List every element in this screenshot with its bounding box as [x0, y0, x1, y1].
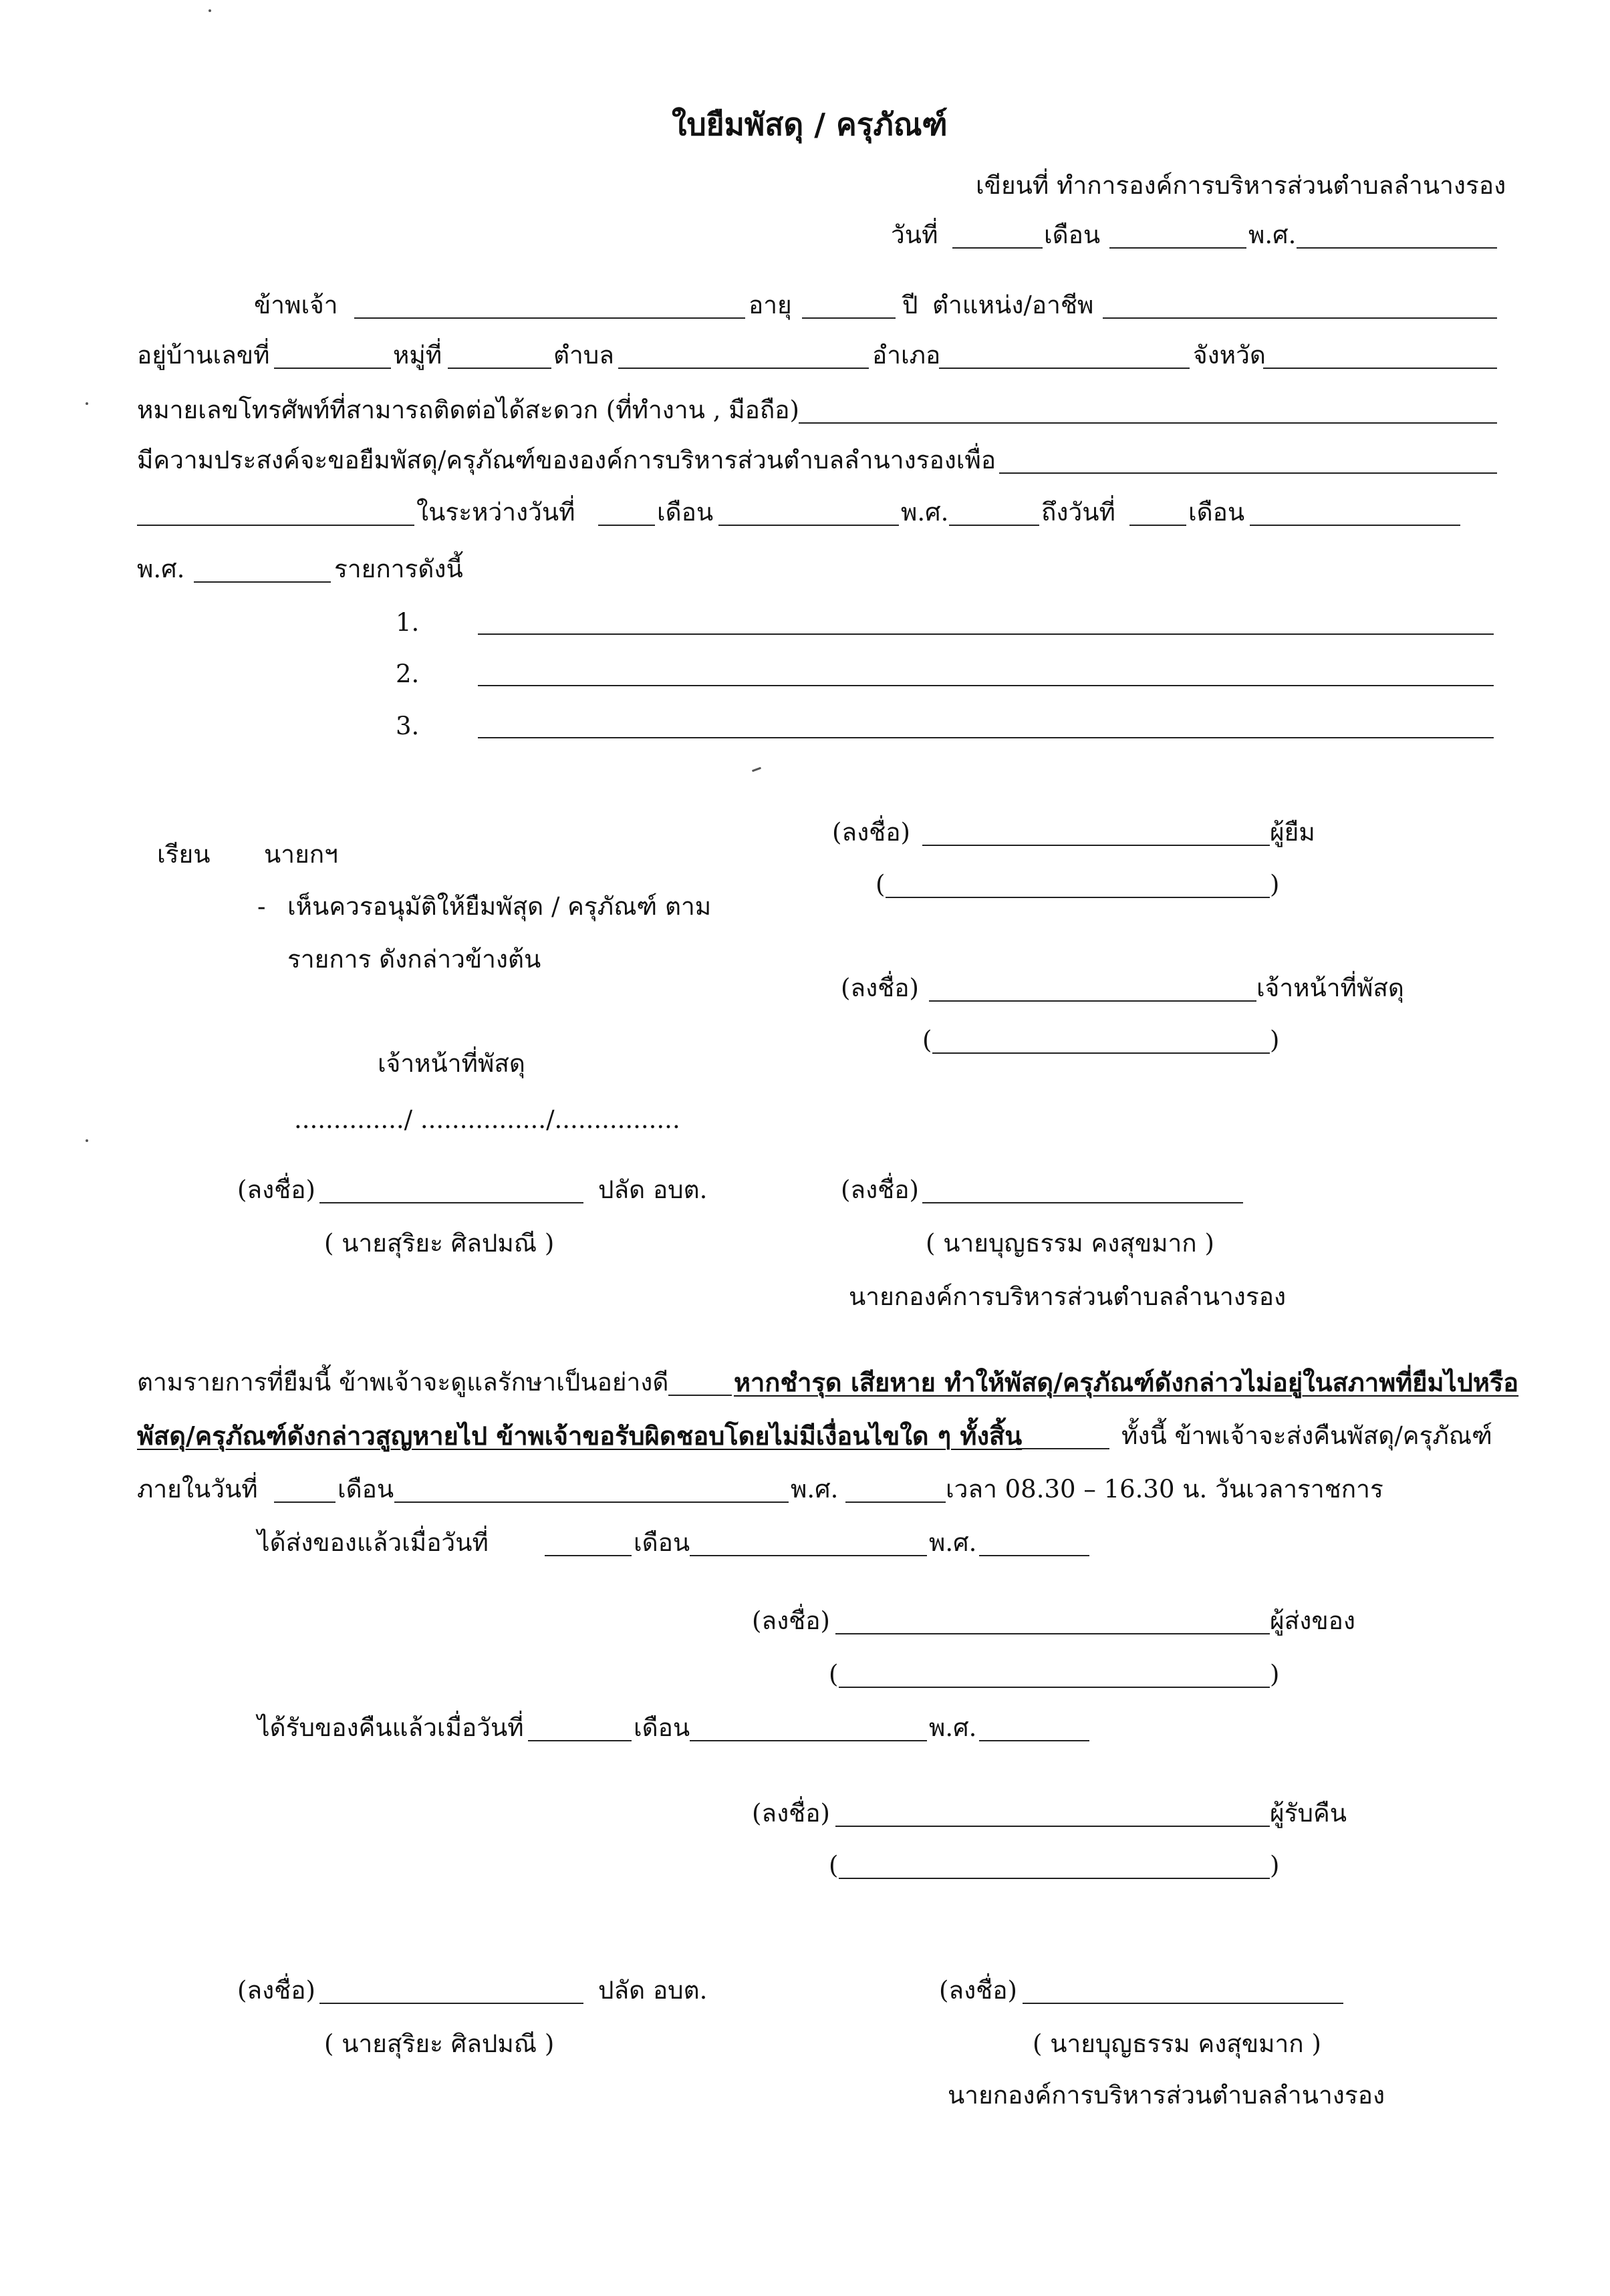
sign-label: (ลงชื่อ)	[841, 1175, 919, 1204]
return-time: เวลา 08.30 – 16.30 น. วันเวลาราชการ	[946, 1475, 1383, 1503]
terms-underline-gap	[668, 1395, 732, 1396]
delivered-label: ได้ส่งของแล้วเมื่อวันที่	[257, 1528, 489, 1557]
written-at: เขียนที่ ทำการองค์การบริหารส่วนตำบลลำนางรอง	[976, 171, 1506, 200]
sender-name-line[interactable]	[839, 1687, 1270, 1688]
mayor-label: นายกฯ	[264, 840, 338, 869]
item-number: 3.	[396, 712, 420, 740]
paren-close: )	[1270, 1851, 1280, 1880]
date-month-label: เดือน	[1044, 221, 1101, 249]
terms-bold-line-2: พัสดุ/ครุภัณฑ์ดังกล่าวสูญหายไป ข้าพเจ้าขอรับผิดชอบโดยไม่มีเงื่อนไขใด ๆ ทั้งสิ้น	[137, 1421, 1023, 1451]
sign-label: (ลงชื่อ)	[939, 1976, 1017, 2005]
receiver-signature-line[interactable]	[835, 1826, 1270, 1827]
officer-date: ............../ ................/................	[294, 1105, 680, 1134]
received-year-label: พ.ศ.	[929, 1713, 977, 1742]
years-label: ปี	[902, 291, 918, 319]
terms-bold-line-1: หากชำรุด เสียหาย ทำให้พัสดุ/ครุภัณฑ์ดังกล่าวไม่อยู่ในสภาพที่ยืมไปหรือ	[734, 1367, 1519, 1397]
items-follow-label: รายการดังนี้	[334, 555, 463, 583]
deputy-name: ( นายสุริยะ ศิลปมณี )	[324, 2029, 555, 2058]
terms-suffix: ทั้งนี้ ข้าพเจ้าจะส่งคืนพัสดุ/ครุภัณฑ์	[1121, 1421, 1492, 1450]
paren-open: (	[829, 1851, 839, 1880]
mayor-signature-line-2[interactable]	[1023, 2003, 1343, 2004]
start-year-line[interactable]	[949, 525, 1039, 526]
opinion-line-1: เห็นควรอนุมัติให้ยืมพัสุด / ครุภัณฑ์ ตาม	[287, 892, 712, 921]
date-day-line[interactable]	[952, 247, 1043, 249]
paren-close: )	[1270, 870, 1280, 899]
position-label: ตำแหน่ง/อาชีพ	[932, 291, 1094, 319]
phone-line[interactable]	[799, 422, 1497, 424]
start-month-label: เดือน	[657, 498, 714, 527]
scan-speck	[752, 767, 761, 772]
amphoe-line[interactable]	[939, 368, 1190, 369]
mayor-role: นายกองค์การบริหารส่วนตำบลลำนางรอง	[849, 1282, 1287, 1311]
end-year-label: พ.ศ.	[137, 555, 185, 583]
borrower-signature-line[interactable]	[922, 845, 1270, 846]
page-title: ใบยืมพัสดุ / ครุภัณฑ์	[672, 106, 948, 142]
item-number: 2.	[396, 660, 420, 688]
province-line[interactable]	[1263, 368, 1497, 369]
borrower-name-line[interactable]	[886, 897, 1270, 898]
deputy-signature-line-2[interactable]	[319, 2003, 583, 2004]
return-year-label: พ.ศ.	[791, 1475, 839, 1503]
between-date-label: ในระหว่างวันที่	[416, 498, 575, 527]
opinion-line-2: รายการ ดังกล่าวข้างต้น	[287, 945, 541, 974]
return-day-line[interactable]	[274, 1501, 336, 1503]
tambon-line[interactable]	[618, 368, 869, 369]
officer-name-line[interactable]	[932, 1052, 1270, 1054]
delivered-day-line[interactable]	[545, 1555, 632, 1556]
delivered-year-line[interactable]	[979, 1555, 1089, 1556]
purpose-line[interactable]	[999, 472, 1497, 474]
mayor-signature-line[interactable]	[922, 1202, 1243, 1203]
paren-close: )	[1270, 1660, 1280, 1689]
house-no-label: อยู่บ้านเลขที่	[137, 341, 270, 370]
to-label: เรียน	[157, 840, 211, 869]
received-month-label: เดือน	[634, 1713, 690, 1742]
applicant-name-line[interactable]	[354, 317, 745, 319]
purpose-label: มีความประสงค์จะขอยืมพัสดุ/ครุภัณฑ์ขององค์การบริหารส่วนตำบลลำนางรองเพื่อ	[137, 446, 996, 474]
position-line[interactable]	[1103, 317, 1497, 319]
return-month-line[interactable]	[394, 1501, 789, 1503]
start-day-line[interactable]	[598, 525, 655, 526]
return-year-line[interactable]	[845, 1501, 946, 1503]
date-day-label: วันที่	[891, 221, 938, 249]
terms-underline-tail	[1016, 1448, 1109, 1449]
mayor-role: นายกองค์การบริหารส่วนตำบลลำนางรอง	[948, 2081, 1385, 2110]
deputy-role: ปลัด อบต.	[598, 1976, 708, 2005]
delivered-month-line[interactable]	[690, 1555, 927, 1556]
mayor-name: ( นายบุญธรรม คงสุขมาก )	[926, 1229, 1214, 1258]
scan-speck	[209, 9, 211, 12]
officer-title: เจ้าหน้าที่พัสดุ	[378, 1049, 525, 1078]
amphoe-label: อำเภอ	[872, 341, 941, 370]
sign-label: (ลงชื่อ)	[237, 1175, 315, 1204]
age-line[interactable]	[802, 317, 896, 319]
scan-speck	[86, 1139, 88, 1142]
scan-speck	[86, 402, 88, 405]
province-label: จังหวัด	[1193, 341, 1266, 370]
received-label: ได้รับของคืนแล้วเมื่อวันที่	[257, 1713, 524, 1742]
deputy-name: ( นายสุริยะ ศิลปมณี )	[324, 1229, 555, 1258]
received-month-line[interactable]	[690, 1740, 927, 1741]
moo-label: หมู่ที่	[393, 341, 442, 370]
receiver-name-line[interactable]	[839, 1878, 1270, 1879]
sign-label: (ลงชื่อ)	[841, 974, 919, 1002]
deputy-role: ปลัด อบต.	[598, 1175, 708, 1204]
terms-prefix: ตามรายการที่ยืมนี้ ข้าพเจ้าจะดูแลรักษาเป็นอย่างดี	[137, 1368, 669, 1397]
item-line[interactable]	[478, 737, 1494, 738]
received-year-line[interactable]	[979, 1740, 1089, 1741]
age-label: อายุ	[749, 291, 792, 319]
return-within-label: ภายในวันที่	[137, 1475, 258, 1503]
moo-line[interactable]	[448, 368, 551, 369]
date-month-line[interactable]	[1109, 247, 1246, 249]
delivered-month-label: เดือน	[634, 1528, 690, 1557]
item-number: 1.	[396, 608, 420, 637]
officer-signature-line[interactable]	[929, 1000, 1256, 1002]
borrower-role: ผู้ยืม	[1270, 818, 1315, 847]
deputy-signature-line[interactable]	[319, 1202, 583, 1203]
received-day-line[interactable]	[528, 1740, 632, 1741]
house-no-line[interactable]	[274, 368, 391, 369]
sign-label: (ลงชื่อ)	[752, 1799, 830, 1828]
start-month-line[interactable]	[718, 525, 899, 526]
start-year-label: พ.ศ.	[901, 498, 949, 527]
sign-label: (ลงชื่อ)	[832, 818, 910, 847]
end-day-line[interactable]	[1129, 525, 1186, 526]
paren-open: (	[922, 1026, 932, 1054]
to-date-label: ถึงวันที่	[1041, 498, 1115, 527]
date-year-line[interactable]	[1297, 247, 1497, 249]
purpose-line-2[interactable]	[137, 525, 414, 526]
opinion-dash: -	[257, 892, 266, 921]
applicant-label: ข้าพเจ้า	[254, 291, 338, 319]
tambon-label: ตำบล	[553, 341, 614, 370]
supply-officer-role: เจ้าหน้าที่พัสดุ	[1256, 974, 1404, 1002]
sender-signature-line[interactable]	[835, 1633, 1270, 1634]
delivered-year-label: พ.ศ.	[929, 1528, 977, 1557]
item-line[interactable]	[478, 685, 1494, 686]
phone-label: หมายเลขโทรศัพท์ที่สามารถติดต่อได้สะดวก (ที่ทำงาน , มือถือ)	[137, 396, 799, 424]
paren-close: )	[1270, 1026, 1280, 1054]
end-month-line[interactable]	[1250, 525, 1460, 526]
paren-open: (	[876, 870, 886, 899]
item-line[interactable]	[478, 633, 1494, 635]
sender-role: ผู้ส่งของ	[1270, 1606, 1355, 1635]
return-month-label: เดือน	[338, 1475, 394, 1503]
date-year-label: พ.ศ.	[1248, 221, 1297, 249]
end-year-line[interactable]	[194, 581, 331, 583]
end-month-label: เดือน	[1188, 498, 1245, 527]
paren-open: (	[829, 1660, 839, 1689]
receiver-role: ผู้รับคืน	[1270, 1799, 1347, 1828]
sign-label: (ลงชื่อ)	[752, 1606, 830, 1635]
sign-label: (ลงชื่อ)	[237, 1976, 315, 2005]
mayor-name: ( นายบุญธรรม คงสุขมาก )	[1033, 2029, 1321, 2058]
